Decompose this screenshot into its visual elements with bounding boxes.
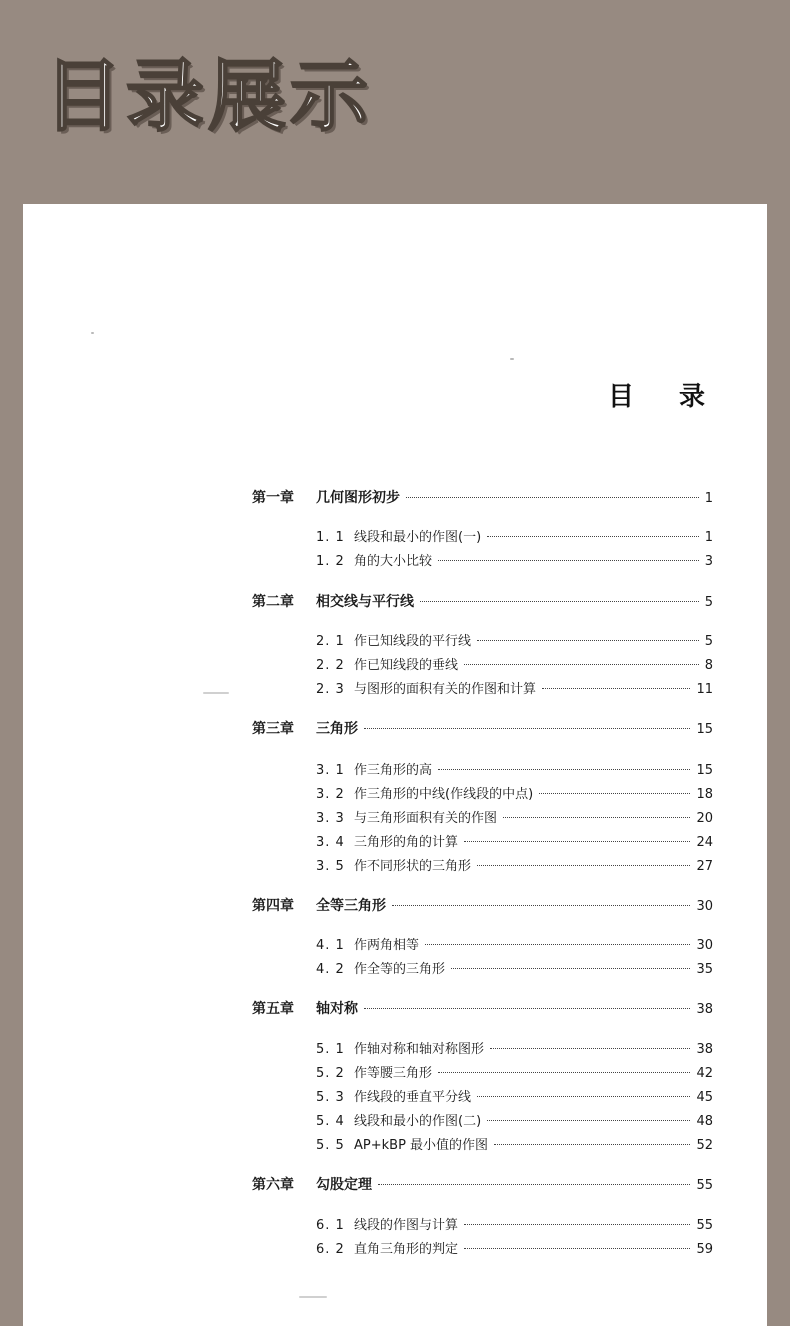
page-number: 8 (704, 658, 713, 673)
section-title: 直角三角形的判定 (354, 1242, 459, 1257)
toc-section-entry (316, 1038, 713, 1057)
page-number: 20 (696, 811, 713, 826)
dot-leader (406, 497, 699, 498)
dot-leader (420, 601, 699, 602)
page-number: 38 (696, 1002, 713, 1017)
dot-leader (378, 1184, 690, 1185)
section-title: 作轴对称和轴对称图形 (354, 1042, 485, 1057)
page-number: 38 (696, 1042, 713, 1057)
page-number: 52 (696, 1138, 713, 1153)
section-number: 4. 1 (316, 938, 345, 953)
page-number: 30 (696, 899, 713, 914)
section-title: 作三角形的高 (354, 763, 433, 778)
section-title: 三角形的角的计算 (354, 835, 459, 850)
section-number: 3. 3 (316, 811, 345, 826)
toc-section-entry (316, 630, 713, 649)
dot-leader (487, 1120, 690, 1121)
section-title: 作已知线段的平行线 (354, 634, 472, 649)
section-number: 5. 4 (316, 1114, 345, 1129)
page-number: 55 (696, 1218, 713, 1233)
toc-section-entry (316, 654, 713, 673)
section-number: 3. 2 (316, 787, 345, 802)
dot-leader (438, 560, 699, 561)
toc-section-entry (316, 958, 713, 977)
section-title: 作全等的三角形 (354, 962, 446, 977)
page-number: 1 (704, 491, 713, 506)
page-number: 1 (704, 530, 713, 545)
section-number: 6. 2 (316, 1242, 345, 1257)
section-number: 4. 2 (316, 962, 345, 977)
dot-leader (487, 536, 699, 537)
page-number: 42 (696, 1066, 713, 1081)
section-title: AP+kBP 最小值的作图 (354, 1138, 489, 1153)
page-number: 15 (696, 763, 713, 778)
dot-leader (494, 1144, 690, 1145)
paper-speck (510, 358, 514, 360)
dot-leader (392, 905, 690, 906)
dot-leader (464, 664, 699, 665)
dot-leader (542, 688, 690, 689)
chapter-number: 第四章 (252, 898, 294, 914)
chapter-number: 第三章 (252, 721, 294, 737)
section-title: 作等腰三角形 (354, 1066, 433, 1081)
section-number: 3. 1 (316, 763, 345, 778)
dot-leader (425, 944, 690, 945)
dot-leader (477, 640, 699, 641)
page-number: 5 (704, 634, 713, 649)
toc-section-entry (316, 831, 713, 850)
toc-section-entry (316, 1086, 713, 1105)
toc-heading: 目 录 (608, 382, 724, 412)
section-title: 作不同形状的三角形 (354, 859, 472, 874)
section-number: 5. 2 (316, 1066, 345, 1081)
section-number: 3. 5 (316, 859, 345, 874)
page-number: 45 (696, 1090, 713, 1105)
page-number: 11 (696, 682, 713, 697)
section-number: 3. 4 (316, 835, 345, 850)
toc-section-entry (316, 1110, 713, 1129)
toc-section-entry (316, 550, 713, 569)
section-number: 1. 1 (316, 530, 345, 545)
toc-section-entry (316, 783, 713, 802)
toc-chapter-entry (252, 487, 713, 507)
toc-section-entry (316, 855, 713, 874)
dot-leader (364, 1008, 690, 1009)
toc-chapter-entry (252, 591, 713, 611)
dot-leader (464, 1248, 690, 1249)
toc-section-entry (316, 807, 713, 826)
section-title: 线段和最小的作图(一) (354, 530, 482, 545)
section-number: 6. 1 (316, 1218, 345, 1233)
chapter-number: 第六章 (252, 1177, 294, 1193)
section-number: 2. 3 (316, 682, 345, 697)
section-number: 5. 5 (316, 1138, 345, 1153)
section-number: 5. 3 (316, 1090, 345, 1105)
chapter-title: 轴对称 (316, 1001, 358, 1017)
section-title: 与三角形面积有关的作图 (354, 811, 498, 826)
section-number: 2. 2 (316, 658, 345, 673)
section-title: 线段和最小的作图(二) (354, 1114, 482, 1129)
document-page (23, 204, 767, 1326)
section-title: 作线段的垂直平分线 (354, 1090, 472, 1105)
page-number: 35 (696, 962, 713, 977)
chapter-title: 全等三角形 (316, 898, 386, 914)
section-number: 5. 1 (316, 1042, 345, 1057)
toc-section-entry (316, 1214, 713, 1233)
toc-section-entry (316, 1134, 713, 1153)
page-number: 59 (696, 1242, 713, 1257)
dot-leader (477, 1096, 690, 1097)
chapter-number: 第二章 (252, 594, 294, 610)
page-number: 5 (704, 595, 713, 610)
page-number: 3 (704, 554, 713, 569)
dot-leader (503, 817, 690, 818)
toc-chapter-entry (252, 718, 713, 738)
paper-speck (299, 1296, 327, 1298)
dot-leader (438, 769, 690, 770)
page-number: 18 (696, 787, 713, 802)
toc-section-entry (316, 934, 713, 953)
toc-section-entry (316, 1238, 713, 1257)
page-number: 15 (696, 722, 713, 737)
paper-speck (91, 332, 94, 334)
dot-leader (464, 841, 690, 842)
dot-leader (490, 1048, 690, 1049)
section-number: 2. 1 (316, 634, 345, 649)
toc-section-entry (316, 1062, 713, 1081)
dot-leader (364, 728, 690, 729)
section-title: 与图形的面积有关的作图和计算 (354, 682, 537, 697)
page-number: 55 (696, 1178, 713, 1193)
toc-chapter-entry (252, 1174, 713, 1194)
toc-section-entry (316, 678, 713, 697)
section-title: 作已知线段的垂线 (354, 658, 459, 673)
chapter-number: 第五章 (252, 1001, 294, 1017)
toc-chapter-entry (252, 998, 713, 1018)
chapter-title: 三角形 (316, 721, 358, 737)
page-number: 48 (696, 1114, 713, 1129)
section-title: 线段的作图与计算 (354, 1218, 459, 1233)
dot-leader (539, 793, 690, 794)
paper-speck (203, 692, 229, 694)
page-number: 30 (696, 938, 713, 953)
section-title: 作三角形的中线(作线段的中点) (354, 787, 534, 802)
toc-section-entry (316, 526, 713, 545)
section-title: 作两角相等 (354, 938, 420, 953)
banner-title: 目录展示 (44, 52, 373, 142)
toc-section-entry (316, 759, 713, 778)
section-title: 角的大小比较 (354, 554, 433, 569)
section-number: 1. 2 (316, 554, 345, 569)
dot-leader (464, 1224, 690, 1225)
dot-leader (451, 968, 690, 969)
toc-chapter-entry (252, 895, 713, 915)
chapter-title: 相交线与平行线 (316, 594, 414, 610)
dot-leader (477, 865, 690, 866)
dot-leader (438, 1072, 690, 1073)
chapter-title: 几何图形初步 (316, 490, 400, 506)
chapter-title: 勾股定理 (316, 1177, 372, 1193)
page-number: 27 (696, 859, 713, 874)
page-number: 24 (696, 835, 713, 850)
chapter-number: 第一章 (252, 490, 294, 506)
